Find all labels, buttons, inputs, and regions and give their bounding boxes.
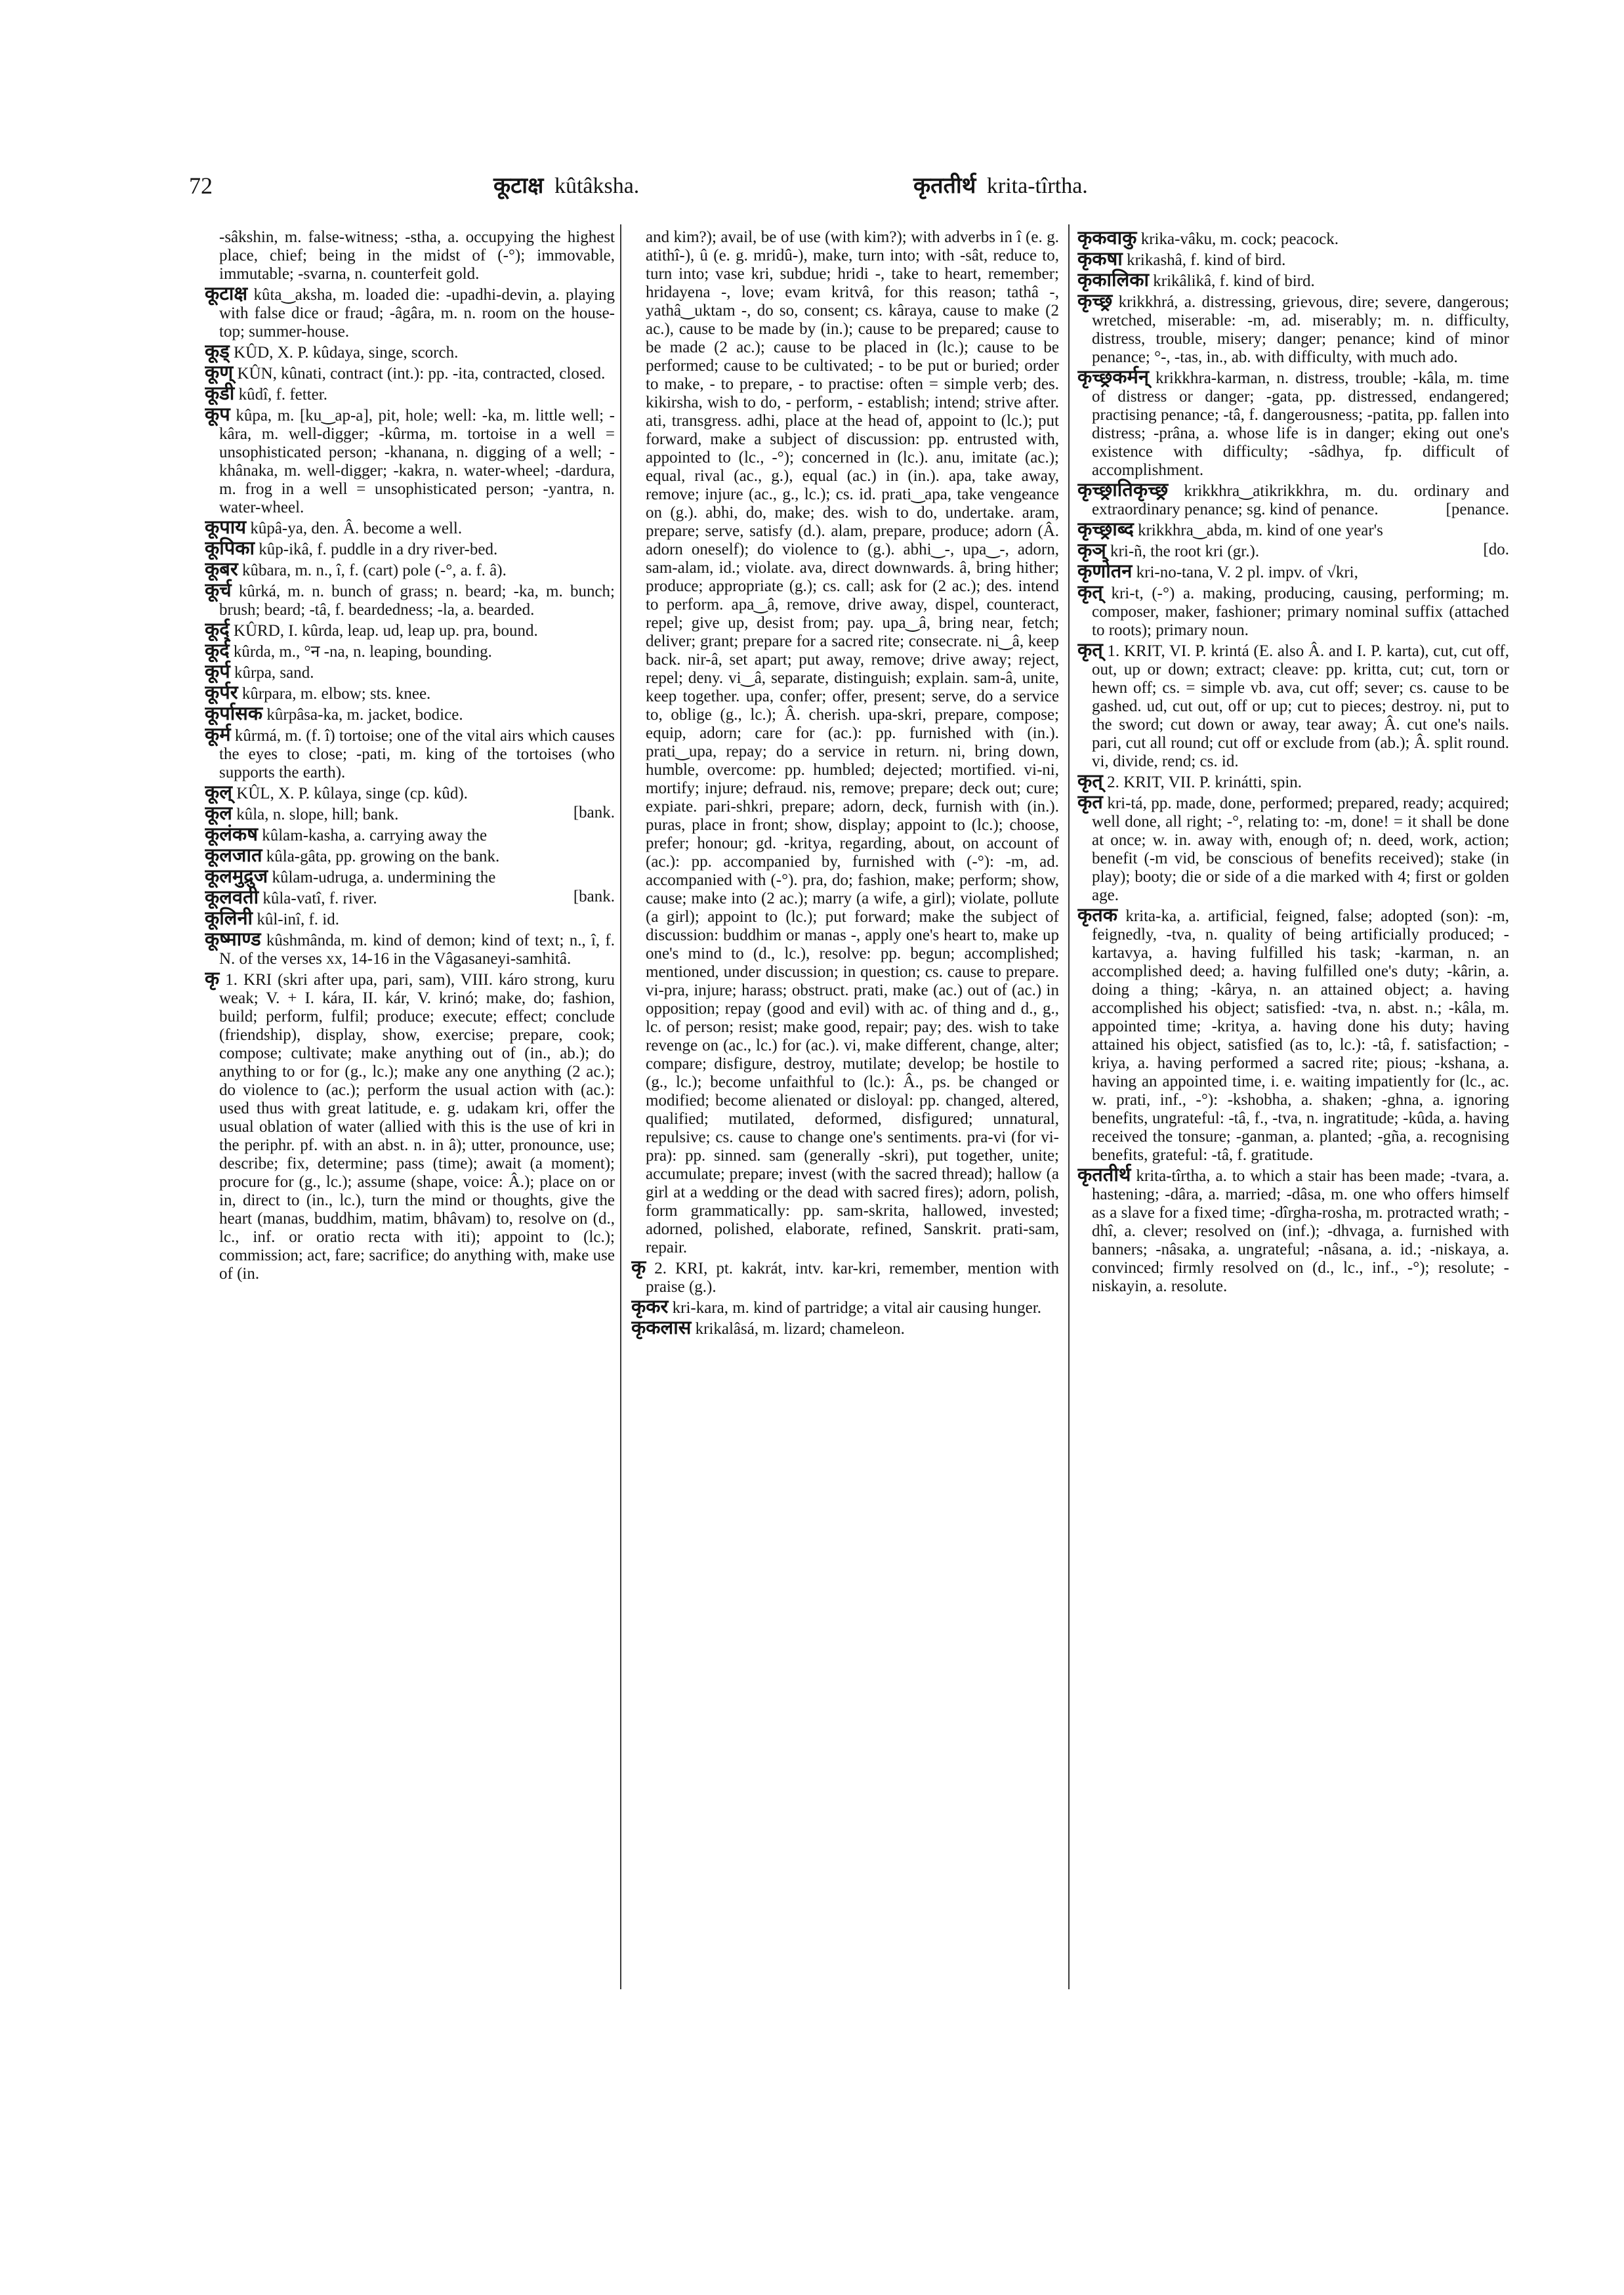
devanagari-headword: कृत् [1077,581,1103,603]
dictionary-entry [205,825,615,845]
entry-text: kûpa, m. [ku‿ap-a], pit, hole; well: -ka, m. little well; -kâra, m. well-digger; -kûrma, m. tortoise in a well = unsophisticated person; -khanana, n. digging of a well; -khânaka, m. well-digger; -kakra, n. water-wheel; -dardura, m. frog in a well = unsophisticated person; -yantra, n. water-wheel. [219,407,615,516]
entry-text: kûla-gâta, pp. growing on the bank. [266,848,500,865]
dictionary-entry [1077,228,1509,249]
dictionary-entry [205,804,615,824]
devanagari-headword: कूर्पर [205,681,238,703]
dictionary-entry [1077,249,1509,270]
dictionary-entry [1077,480,1509,519]
entry-text: kûlam-udruga, a. undermining the [272,869,496,886]
entry-text: krita-ka, a. artificial, feigned, false; adopted (son): -m, feignedly, -tva, n. quality of being artificially produced; -kartavya, a. having fulfilled his task; -karman, n. an accomplished deed; a. having fulfilled one's duty; -kârin, a. doing a thing; -kârya, n. an attained object; a. having accomplished his object; satisfied: -tva, n. abst. n.; -kâla, m. appointed time; -kritya, a. having done his duty; having attained his object, satisfied (as to, lc.): -tâ, f. satisfaction; -kriya, a. having performed a sacred rite; pious; -kshana, a. having an appointed time, i. e. waiting impatiently for (lc., ac. w. prati, inf., -°): -kshobha, a. shaken; -ghna, a. ignoring benefits, ungrateful: -tâ, f., -tva, n. ingratitude; -kûda, a. having received the tonsure; -ganman, a. planted; -gña, a. recognising benefits, grateful: -tâ, f. gratitude. [1092,907,1509,1164]
entry-text: kûl-inî, f. id. [257,911,339,928]
devanagari-headword: कूड् [205,340,230,362]
dictionary-entry [1077,520,1509,540]
devanagari-headword: कूबर [205,558,238,580]
entry-text: kri-t, (-°) a. making, producing, causing, performing; m. composer, maker, fashioner; primary nominal suffix (attached to roots); primary noun. [1092,585,1509,639]
dictionary-entry [1077,562,1509,582]
devanagari-headword: कृञ् [1077,539,1106,561]
dictionary-entry [1077,793,1509,905]
entry-text: kûrda, m., °न -na, n. leaping, bounding. [233,643,492,661]
column-1 [205,228,615,2013]
running-head-left [493,172,639,200]
entry-text: krikkhrá, a. distressing, grievous, dire; severe, dangerous; wretched, miserable: -m, ad. miserably; m. n. difficulty, distress, trouble, misery; danger; penance; kind of minor penance; °-, -tas, in., ab. with difficulty, with much ado. [1092,293,1509,366]
devanagari-headword: कूलंकष [205,823,258,845]
dictionary-entry [1077,1165,1509,1296]
devanagari-headword: कूष्माण्ड [205,928,261,950]
devanagari-headword: कृत [1077,791,1103,813]
dictionary-entry [205,969,615,1283]
devanagari-headword: कृ [205,967,220,989]
dictionary-entry [205,725,615,782]
dictionary-entry [1077,270,1509,291]
devanagari-headword: कूटाक्ष [205,282,248,304]
column-rule [1068,224,1070,1989]
entry-text: kûta‿aksha, m. loaded die: -upadhi-devin, a. playing with false dice or fraud; -âgâra, m. n. room on the house-top; summer-house. [219,286,615,341]
entry-text: kûlam-kasha, a. carrying away the [262,827,488,844]
devanagari-headword: कृतक [1077,903,1118,926]
dictionary-entry [205,284,615,341]
devanagari-headword: कूडी [205,382,235,404]
dictionary-entry [205,363,615,383]
page-number: 72 [189,173,213,199]
entry-text: kûrmá, m. (f. î) tortoise; one of the vital airs which causes the eyes to close; -pati, m. king of the tortoises (who supports the earth). [219,727,615,781]
dictionary-entry [1077,291,1509,367]
dictionary-entry [631,1318,1059,1338]
entry-text: kri-kara, m. kind of partridge; a vital air causing hunger. [672,1299,1041,1317]
entry-text: kri-no-tana, V. 2 pl. impv. of √kri, [1136,564,1358,581]
entry-text: kûrpâsa-ka, m. jacket, bodice. [266,706,463,724]
column-2 [631,228,1059,2013]
dictionary-entry [1077,772,1509,792]
entry-text: krikkhra-karman, n. distress, trouble; -kâla, m. time of distress or danger; -gata, pp. distressed, endangered; practising penance; -tâ, f. dangerousness; -patita, pp. fallen into distress; -prâna, a. whose life is in danger; eking out one's existence with difficulty; -sâdhya, fp. difficult of accomplishment. [1092,369,1509,479]
entry-text: KÛRD, I. kûrda, leap. ud, leap up. pra, bound. [233,622,538,640]
devanagari-headword: कृच्छ्र [1077,289,1113,312]
entry-carryover: [do. [1483,541,1509,558]
entry-text: KÛD, X. P. kûdaya, singe, scorch. [234,344,459,362]
devanagari-headword: कूर्म [205,723,231,745]
entry-text: kûbara, m. n., î, f. (cart) pole (-°, a. f. â). [241,562,507,579]
entry-text: krikâlikâ, f. kind of bird. [1153,272,1315,290]
devanagari-headword: कूप [205,403,230,425]
devanagari-headword: कूलिनी [205,907,253,929]
dictionary-entry [631,1258,1059,1296]
dictionary-entry [205,384,615,404]
entry-text: krikkhra‿atikrikkhra, m. du. ordinary and extraordinary penance; sg. kind of penance. [1092,482,1509,518]
dictionary-entry [205,909,615,929]
entry-text: and kim?); avail, be of use (with kim?); with adverbs in î (e. g. atithî-), û (e. g. mridû-), make, turn into; with -sât, reduce to, turn into; vase kri, subdue; hridi -, take to heart, remember; hridayena -, love; evam kritvâ, for this reason; tathâ -, yathâ‿uktam -, do so, consent; cs. kâraya, cause to make (2 ac.), cause to be made by (in.); cause to be prepared; cause to be made (2 ac.); cause to be placed in (lc.); cause to be performed; cause to be cultivated; - to be put or buried; order to make, - to prepare, - to practise: often = simple verb; des. kikirsha, wish to do, - perform, - establish; intend; strive after. ati, transgress. adhi, place at the head of, appoint to (lc.); put forward, make a subject of discussion: pp. entrusted with, appointed to (lc., -°); concerned in (lc.). anu, imitate (ac.); equal, rival (ac., g.), equal (ac.) in (in.). apa, take away, remove; injure (ac., g., lc.); cs. id. prati‿apa, take vengeance on (g.). abhi, do, make; des. wish to do, undertake. aram, prepare; serve, satisfy (d.). alam, prepare, produce; adorn (Â. adorn oneself); do violence to (g.). abhi‿-, upa‿-, adorn, sam-alam, id.; violate. ava, direct downwards. â, bring hither; produce; appropriate (g.); cs. call; ask for (2 ac.); des. intend to perform. apa‿â, remove, drive away, dispel, counteract, repel; give up, desist from; pay. upa‿â, bring near, fetch; deliver; grant; prepare for a sacred rite; consecrate. ni‿â, keep back. nir-â, set apart; put away, remove; drive away; reject, repel; deny. vi‿â, separate, distinguish; explain. sam-â, unite, keep together. upa, confer; offer, present; serve, do a service to, oblige (g., lc.); Â. cherish. upa-skri, prepare, compose; equip, adorn; care for (ac.): pp. furnished with (in.). prati‿upa, repay; do a service in return. ni, bring down, humble, overcome: pp. humbled; dejected; mortified. vi-ni, mortify; injure; defraud. nis, remove; prepare; deck out; cure; expiate. pari-shkri, prepare; adorn, deck, furnish with (in.). puras, place in front; show, display; appoint to (lc.); choose, prefer; honour; gd. -kritya, regarding, about, on account of (ac.): pp. accompanied by, furnished with (-°): -m, ad. accompanied with (-°). pra, do; fashion, make; perform; show, cause; make into (2 ac.); marry (a wife, a girl); violate, pollute (a girl); appoint to (lc.); put forward; make the subject of discussion: buddhim or manas -, apply one's heart to, make up one's mind to (d., lc.), resolve: pp. begun; accomplished; mentioned, under discussion; in question; cs. cause to prepare. vi-pra, injure; harass; obstruct. prati, make (ac.) out of (ac.) in opposition; repay (good and evil) with ac. of thing and d., g., lc. of person; resist; make good, repair; pay; des. wish to take revenge on (ac., lc.) for (ac.). vi, make different, change, alter; compare; disfigure, destroy, mutilate; develop; be hostile to (g., lc.); become unfaithful to (lc.): Â., ps. be changed or modified; become alienated or disloyal: pp. changed, altered, qualified; mutilated, deformed, disfigured; unnatural, repulsive; cs. cause to change one's sentiments. pra-vi (for vi-pra): pp. sinned. sam (generally -skri), put together, unite; accumulate; prepare; invest (with the sacred thread); hallow (a girl at a wedding or the dead with sacred fires); adorn, polish, form grammatically: pp. sam-skrita, hallowed, invested; adorned, polished, elaborate, refined, Sanskrit. prati-sam, repair. [646,228,1059,1256]
dictionary-entry [205,620,615,640]
devanagari-headword: कूपाय [205,516,247,538]
entry-text: kûla, n. slope, hill; bank. [236,806,399,823]
column-rule [620,224,621,1989]
devanagari-headword: कूलवती [205,886,259,908]
devanagari-headword: कृच्छ्रातिकृच्छ्र [1077,478,1169,501]
devanagari-headword: कृच्छ्रकर्मन् [1077,365,1149,388]
dictionary-entry [205,662,615,682]
entry-text: krika-vâku, m. cock; peacock. [1140,230,1339,248]
devanagari-headword: कृकालिका [1077,268,1150,291]
dictionary-entry [631,1297,1059,1317]
devanagari-headword: कृकवाकु [1077,228,1137,249]
running-head-right-roman: krita-tîrtha. [986,174,1088,198]
devanagari-headword: कृकर [631,1295,669,1317]
devanagari-headword: कृकलास [631,1316,692,1338]
entry-text: kûshmânda, m. kind of demon; kind of text; n., î, f. N. of the verses xx, 14-16 in the Vâgasaneyi-samhitâ. [219,932,615,968]
entry-text: krikkhra‿abda, m. kind of one year's [1138,522,1383,539]
devanagari-headword: कूल [205,802,232,824]
running-head-right [913,172,1088,200]
entry-text: -sâkshin, m. false-witness; -stha, a. occupying the highest place, chief; being in the midst of (-°); immovable, immutable; -svarna, n. counterfeit gold. [219,228,615,283]
devanagari-headword: कृत् [1077,770,1103,792]
devanagari-headword: कृ [631,1256,646,1278]
devanagari-headword: कूलमुद्रुज [205,865,268,887]
entry-text: kûla-vatî, f. river. [262,890,377,907]
entry-text: kûpâ-ya, den. Â. become a well. [250,520,463,537]
dictionary-entry [205,518,615,538]
dictionary-entry [1077,367,1509,480]
devanagari-headword: कृकषा [1077,247,1123,270]
dictionary-entry [205,888,615,908]
entry-carryover: [bank. [573,888,615,905]
entry-text: kri-ñ, the root kri (gr.). [1110,543,1260,560]
entry-text: kri-tá, pp. made, done, performed; prepared, ready; acquired; well done, all right; -°, relating to: -m, done! = it shall be done at once; w. in. away with, enough of; n. deed, work, action; benefit (-m vid, be conscious of benefits received); stake (in play); booty; die or side of a die marked with 4; first or golden age. [1092,795,1509,904]
entry-text: krita-tîrtha, a. to which a stair has been made; -tvara, a. hastening; -dâra, a. married; -dâsa, m. one who offers himself as a slave for a fixed time; -dîrgha-rosha, m. protracted wrath; -dhî, a. clever; resolved on (inf.); -dhvaga, a. furnished with banners; -nâsaka, a. ungrateful; -nâsana, a. id.; -niskaya, a. convinced; firmly resolved on (d., lc., inf., -°); resolute; -niskayin, a. resolute. [1092,1167,1509,1295]
devanagari-headword: कृच्छ्राब्द [1077,518,1134,540]
entry-text: krikalâsá, m. lizard; chameleon. [695,1320,905,1338]
entry-text: 2. KRIT, VII. P. krinátti, spin. [1107,774,1302,791]
entry-carryover: [bank. [573,804,615,821]
entry-text: kûrpara, m. elbow; sts. knee. [241,685,431,703]
entry-text: 2. KRI, pt. kakrát, intv. kar-kri, remember, mention with praise (g.). [646,1260,1059,1296]
entry-carryover: [penance. [1446,501,1509,518]
running-head-right-devanagari: कृततीर्थ [913,173,976,199]
entry-text: KÛN, kûnati, contract (int.): pp. -ita, contracted, closed. [237,365,606,382]
devanagari-headword: कृणोतन [1077,560,1133,582]
devanagari-headword: कूल् [205,781,232,803]
dictionary-entry [631,228,1059,1257]
dictionary-entry [1077,583,1509,640]
devanagari-headword: कूर्प [205,660,230,682]
dictionary-entry [205,405,615,517]
devanagari-headword: कृततीर्थ [1077,1163,1131,1186]
dictionary-entry [1077,640,1509,771]
dictionary-entry [205,539,615,559]
entry-text: 1. KRIT, VI. P. krintá (E. also Â. and I. P. karta), cut, cut off, out, up or down; extract; cleave: pp. kritta, cut; cut, torn or hewn off; cs. = simple vb. ava, cut off; sever; cs. cause to be gashed. ud, cut out, off or up; cut to pieces; destroy. ni, put to the sword; cut down or away, tear away; Â. cut one's nails. pari, cut all round; cut off or exclude from (ab.); Â. split round. vi, divide, rend; cs. id. [1092,642,1509,770]
devanagari-headword: कूण् [205,361,234,383]
devanagari-headword: कूर्द् [205,618,230,640]
running-head-left-roman: kûtâksha. [554,174,640,198]
dictionary-entry [1077,905,1509,1165]
devanagari-headword: कूर्द [205,639,230,661]
devanagari-headword: कूपिका [205,537,255,559]
entry-text: krikashâ, f. kind of bird. [1127,251,1286,269]
devanagari-headword: कूलजात [205,844,262,866]
entry-text: 1. KRI (skri after upa, pari, sam), VIII. káro strong, kuru weak; V. + I. kára, II. kár, V. krinó; make, do; fashion, build; perform, fulfil; produce; execute; effect; conclude (friendship), display, show, exercise; prepare, cook; compose; cultivate; make anything out of (in., ab.); do anything to or for (g., lc.); make any one anything (2 ac.); do violence to (ac.); perform the usual action with (ac.): used thus with great latitude, e. g. udakam kri, offer the usual oblation of water (allied with this is the use of kri in the periphr. pf. with an abst. n. in â); utter, pronounce, use; describe; fix, determine; pass (time); await (a moment); procure for (g., lc.); assume (shape, voice: Â.); place on or in, direct to (in., lc.), turn the mind or thoughts, give the heart (manas, buddhim, matim, bhâvam) to, resolve on (d., lc., inf. or oratio recta with iti); appoint to (lc.); commission; act, fare; sacrifice; do anything with, make use of (in. [219,971,615,1283]
dictionary-entry [205,930,615,968]
running-head-left-devanagari: कूटाक्ष [493,173,544,199]
dictionary-entry [205,846,615,866]
devanagari-headword: कूर्च [205,579,232,601]
entry-text: kûdî, f. fetter. [238,386,327,403]
entry-text: kûp-ikâ, f. puddle in a dry river-bed. [259,541,498,558]
dictionary-entry [205,581,615,619]
column-3 [1077,228,1509,2013]
entry-text: kûrpa, sand. [234,664,314,682]
dictionary-entry [205,641,615,661]
entry-text: kûrká, m. n. bunch of grass; n. beard; -ka, m. bunch; brush; beard; -tâ, f. beardedness; -la, a. bearded. [219,583,615,619]
devanagari-headword: कृत् [1077,638,1103,661]
dictionary-entry [205,704,615,724]
dictionary-entry [205,228,615,283]
dictionary-entry [205,560,615,580]
dictionary-entry [205,683,615,703]
dictionary-entry [205,342,615,362]
dictionary-entry [205,867,615,887]
entry-text: KÛL, X. P. kûlaya, singe (cp. kûd). [236,785,468,802]
dictionary-entry [205,783,615,803]
devanagari-headword: कूर्पासक [205,702,263,724]
dictionary-entry [1077,541,1509,561]
